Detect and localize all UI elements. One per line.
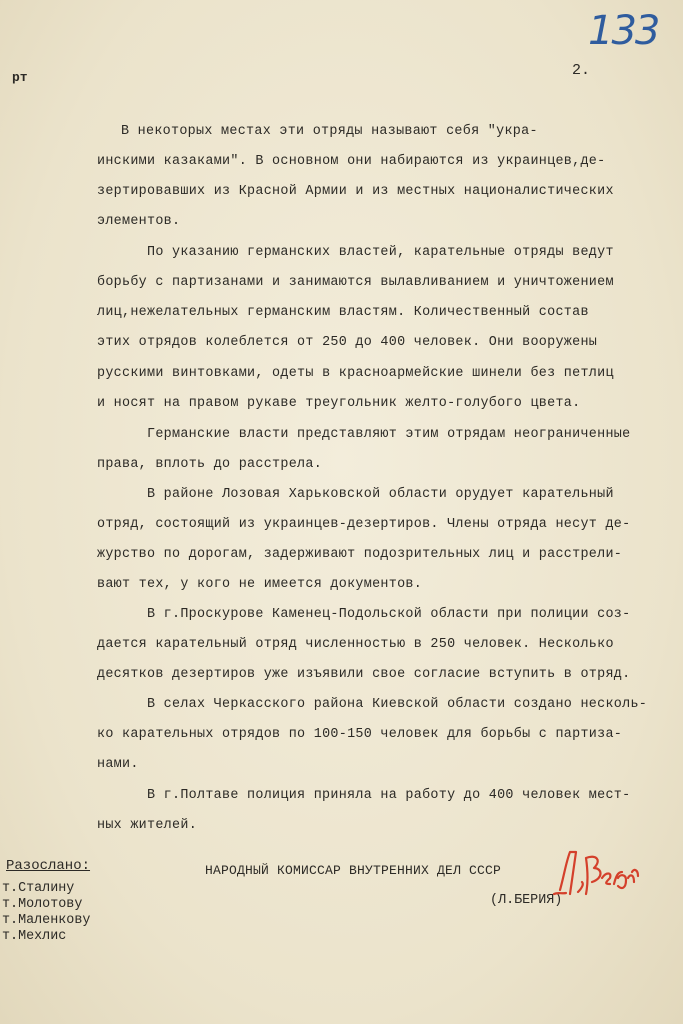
body-line: В г.Полтаве полиция приняла на работу до 400 человек мест- [147, 788, 631, 803]
recipient: т.Молотову [2, 897, 83, 912]
body-line: В селах Черкасского района Киевской области создано несколь- [147, 697, 648, 712]
signatory-title: НАРОДНЫЙ КОМИССАР ВНУТРЕННИХ ДЕЛ СССР [205, 863, 502, 878]
body-line: и носят на правом рукаве треугольник желто-голубого цвета. [97, 396, 581, 411]
body-line: отряд, состоящий из украинцев-дезертиров. Члены отряда несут де- [97, 517, 631, 532]
body-line: ко карательных отрядов по 100-150 человек для борьбы с партиза- [97, 727, 623, 742]
body-line: русскими винтовками, одеты в красноармейские шинели без петлиц [97, 366, 614, 381]
body-line: элементов. [97, 214, 181, 229]
corner-mark: рт [12, 70, 28, 85]
recipient: т.Маленкову [2, 913, 91, 928]
signatory-name: (Л.БЕРИЯ) [490, 893, 563, 908]
handwritten-signature [542, 838, 642, 908]
body-line: В г.Проскурове Каменец-Подольской области при полиции соз- [147, 607, 631, 622]
body-line: вают тех, у кого не имеется документов. [97, 577, 423, 592]
page-number: 2. [572, 62, 591, 79]
body-line: права, вплоть до расстрела. [97, 457, 323, 472]
body-line: В районе Лозовая Харьковской области орудует карательный [147, 487, 614, 502]
body-line: этих отрядов колеблется от 250 до 400 человек. Они вооружены [97, 335, 598, 350]
folio-number: 133 [588, 8, 659, 54]
body-line: ных жителей. [97, 818, 198, 833]
body-line: Германские власти представляют этим отрядам неограниченные [147, 427, 631, 442]
distribution-label: Разослано: [6, 858, 91, 874]
body-line: борьбу с партизанами и занимаются вылавливанием и уничтожением [97, 275, 614, 290]
body-line: зертировавших из Красной Армии и из местных националистических [97, 184, 614, 199]
body-line: инскими казаками". В основном они набираются из украинцев,де- [97, 154, 606, 169]
body-line: лиц,нежелательных германским властям. Количественный состав [97, 305, 589, 320]
recipient: т.Сталину [2, 881, 75, 896]
body-line: десятков дезертиров уже изъявили свое согласие вступить в отряд. [97, 667, 631, 682]
body-line: журство по дорогам, задерживают подозрительных лиц и расстрели- [97, 547, 623, 562]
recipient: т.Мехлис [2, 929, 67, 944]
body-line: В некоторых местах эти отряды называют себя "укра- [121, 124, 538, 139]
body-line: дается карательный отряд численностью в 250 человек. Несколько [97, 637, 614, 652]
body-line: нами. [97, 757, 139, 772]
body-line: По указанию германских властей, карательные отряды ведут [147, 245, 614, 260]
